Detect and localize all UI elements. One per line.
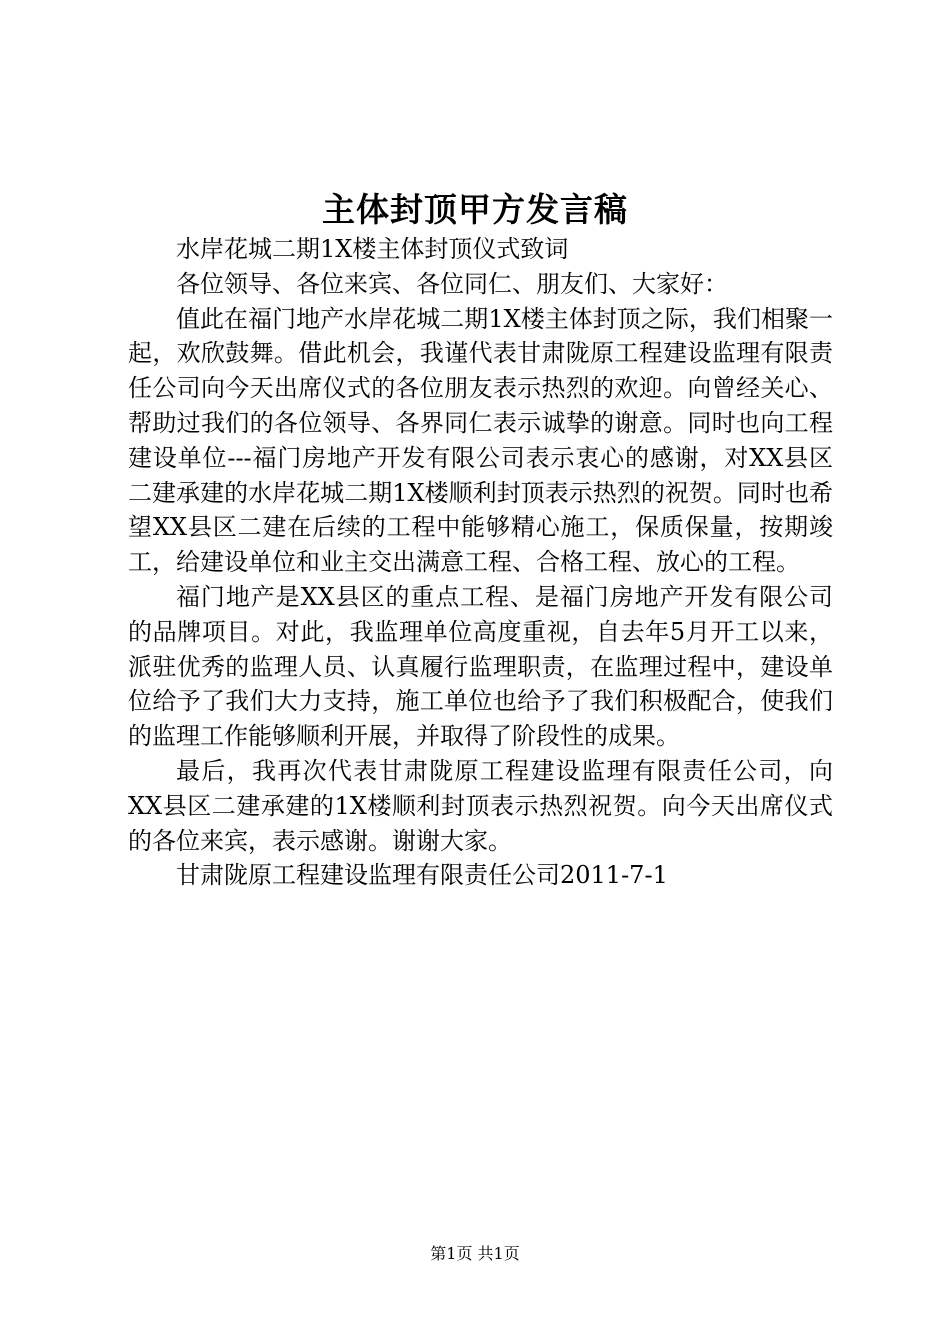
paragraph-signature: 甘肃陇原工程建设监理有限责任公司2011-7-1	[176, 861, 668, 890]
page-number: 第1页 共1页	[430, 1244, 520, 1263]
document-body	[128, 232, 833, 893]
paragraph-heading: 水岸花城二期1X楼主体封顶仪式致词	[176, 235, 569, 263]
document-title: 主体封顶甲方发言稿	[322, 190, 628, 229]
paragraph-closing: 最后，我再次代表甘肃陇原工程建设监理有限责任公司，向XX县区二建承建的1X楼顺利封顶表示热烈祝贺。向今天出席仪式的各位来宾，表示感谢。谢谢大家。	[128, 756, 833, 855]
paragraph-project: 福门地产是XX县区的重点工程、是福门房地产开发有限公司的品牌项目。对此，我监理单位高度重视，自去年5月开工以来，派驻优秀的监理人员、认真履行监理职责，在监理过程中，建设单位给予了我们大力支持，施工单位也给予了我们积极配合，使我们的监理工作能够顺利开展，并取得了阶段性的成果。	[128, 582, 833, 751]
paragraph-greeting: 各位领导、各位来宾、各位同仁、朋友们、大家好：	[176, 269, 728, 298]
page-footer	[0, 1242, 950, 1266]
paragraph-welcome: 值此在福门地产水岸花城二期1X楼主体封顶之际，我们相聚一起，欢欣鼓舞。借此机会，我谨代表甘肃陇原工程建设监理有限责任公司向今天出席仪式的各位朋友表示热烈的欢迎。向曾经关心、帮助过我们的各位领导、各界同仁表示诚挚的谢意。同时也向工程建设单位---福门房地产开发有限公司表示衷心的感谢，对XX县区二建承建的水岸花城二期1X楼顺利封顶表示热烈的祝贺。同时也希望XX县区二建在后续的工程中能够精心施工，保质保量，按期竣工，给建设单位和业主交出满意工程、合格工程、放心的工程。	[128, 304, 833, 577]
